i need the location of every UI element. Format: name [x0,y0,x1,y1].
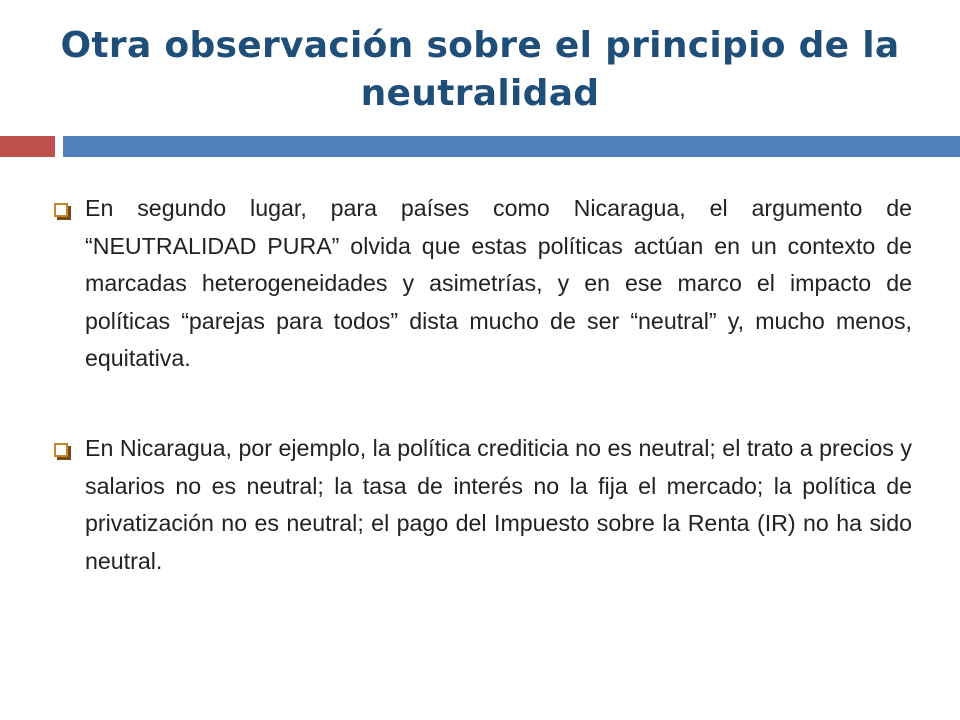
checkbox-square-icon [54,203,68,217]
bullet-item [50,190,912,378]
bullet-text: En segundo lugar, para países como Nicaragua, el argumento de “NEUTRALIDAD PURA” olvida que estas políticas actúan en un contexto de marcadas heterogeneidades y asimetrías, y en ese marco el impacto de políticas “parejas para todos” dista mucho de ser “neutral” y, mucho menos, equitativa. [85,195,912,372]
checkbox-square-icon [54,443,68,457]
title-rule-main [63,136,960,157]
slide-title: Otra observación sobre el principio de la neutralidad [60,25,900,114]
bullet-list [50,190,912,632]
bullet-item [50,430,912,580]
title-rule-accent [0,136,55,157]
bullet-text: En Nicaragua, por ejemplo, la política crediticia no es neutral; el trato a precios y salarios no es neutral; la tasa de interés no la fija el mercado; la política de privatización no es neutral; el pago del Impuesto sobre la Renta (IR) no ha sido neutral. [85,434,912,574]
